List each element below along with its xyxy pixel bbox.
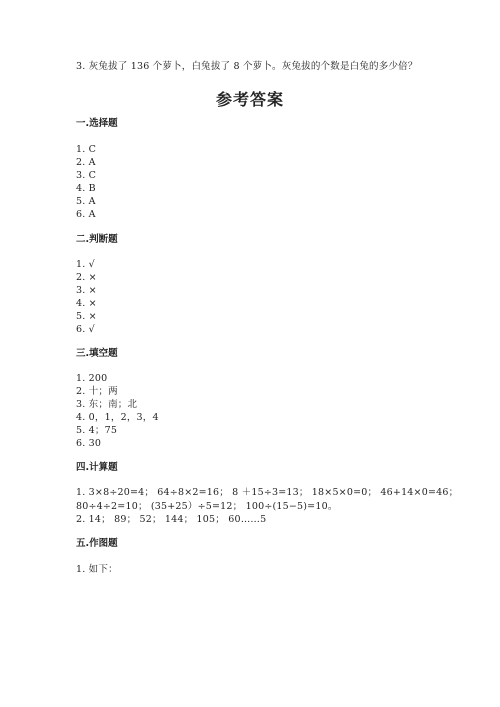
- answer-item: 5. A: [76, 196, 96, 207]
- answer-item: 5. ×: [76, 311, 97, 322]
- section-heading-drawing: 五.作图题: [76, 538, 118, 549]
- answer-item: 3. 东；南；北: [76, 399, 138, 410]
- answer-item: 2. 14； 89； 52； 144； 105； 60……5: [76, 514, 267, 525]
- answer-item: 3. C: [76, 170, 97, 181]
- answer-item: 4. 0，1，2，3，4: [76, 412, 159, 423]
- answer-item: 1. 3×8÷20=4； 64÷8×2=16； 8 ＋15÷3=13； 18×5×0=0； 46+14×0=46；: [76, 487, 459, 498]
- answer-item: 5. 4；75: [76, 425, 118, 436]
- answer-item: 2. 十；两: [76, 386, 118, 397]
- answer-item: 6. 30: [76, 438, 102, 449]
- answer-item: 4. ×: [76, 298, 97, 309]
- section-heading-fill-blank: 三.填空题: [76, 348, 118, 359]
- answer-item: 3. ×: [76, 285, 97, 296]
- answer-item: 1. C: [76, 144, 97, 155]
- section-heading-judgment: 二.判断题: [76, 234, 118, 245]
- question-3: 3. 灰兔拔了 136 个萝卜，白兔拔了 8 个萝卜。灰兔拔的个数是白兔的多少倍？: [76, 61, 418, 72]
- answer-item: 2. ×: [76, 272, 97, 283]
- answer-item: 1. √: [76, 259, 95, 270]
- answer-item: 6. √: [76, 324, 95, 335]
- section-heading-choice: 一.选择题: [76, 118, 118, 129]
- answer-item: 2. A: [76, 157, 96, 168]
- section-heading-calculation: 四.计算题: [76, 462, 118, 473]
- answer-item: 6. A: [76, 209, 96, 220]
- answer-item: 1. 如下：: [76, 564, 118, 575]
- answer-item: 1. 200: [76, 373, 108, 384]
- answer-item: 4. B: [76, 183, 96, 194]
- answer-item: 80÷4÷2=10； (35+25）÷5=12； 100÷(15−5)=10。: [76, 501, 338, 512]
- answer-title: 参考答案: [215, 90, 284, 109]
